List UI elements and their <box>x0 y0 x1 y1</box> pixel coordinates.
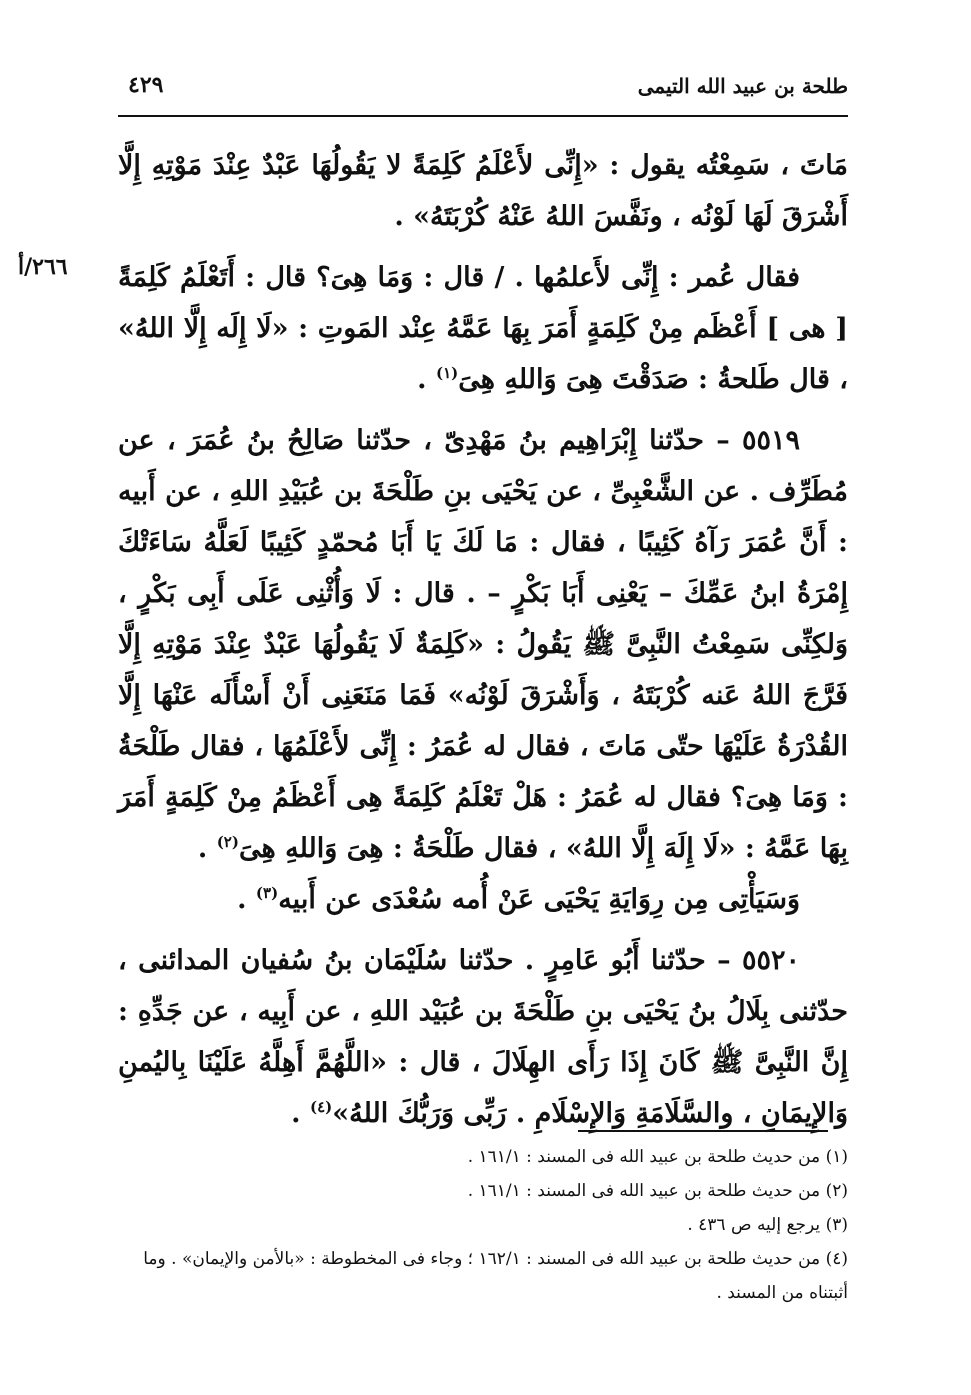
hadith-5520: ٥٥٢٠ – حدّثنا أَبُو عَامِرٍ . حدّثنا سُلَيْمَان بنُ سُفيان المدائنى ، حدّثنى بِلَالُ بنُ يَحْيَى بنِ طَلْحَةَ بن عُبَيْد اللهِ ، عن أَبِيه ، عن جَدِّهِ : إِنَّ النَّبِىَّ ﷺ كَانَ إِذَا رَأَى الهِلَالَ ، قال : «اللَّهُمَّ أَهِلَّهُ عَلَيْنَا بِاليُمنِ وَالإِيمَانِ ، والسَّلَامَةِ وَالإِسْلَامِ . رَبِّى وَرَبُّكَ اللهُ»$^{(٤)}$ . <box>118 945 848 1129</box>
main-text <box>118 140 848 1139</box>
footnote-ref-4: (٤) <box>309 1098 333 1116</box>
paragraph-text: وَسَيَأْتِى مِن رِوَايَةِ يَحْيَى عَنْ أُمه سُعْدَى عن أَبيه <box>278 884 800 915</box>
footnote-mark: (٣) <box>825 1215 848 1235</box>
paragraph-text: – حدّثنا أَبُو عَامِرٍ . حدّثنا سُلَيْمَان بنُ سُفيان المدائنى ، حدّثنى بِلَالُ بنُ يَحْيَى بنِ طَلْحَةَ بن عُبَيْد اللهِ ، عن أَبِيه ، عن جَدِّهِ : إِنَّ النَّبِىَّ ﷺ كَانَ إِذَا رَأَى الهِلَالَ ، قال : «اللَّهُمَّ أَهِلَّهُ عَلَيْنَا بِاليُمنِ وَالإِيمَانِ ، والسَّلَامَةِ وَالإِسْلَامِ . رَبِّى وَرَبُّكَ اللهُ» <box>118 945 848 1129</box>
footnote-ref-1: (١) <box>435 364 459 382</box>
manuscript-folio-marker: ٢٦٦/أ <box>18 254 68 280</box>
hadith-number: ٥٥٢٠ <box>741 945 800 976</box>
footnote-text: من حديث طلحة بن عبيد الله فى المسند : ١٦١/١ . <box>467 1181 821 1201</box>
page-number: ٤٢٩ <box>128 72 164 98</box>
footnote-mark: (٢) <box>825 1181 848 1201</box>
footnote-mark: (١) <box>825 1147 848 1167</box>
footnote-text: من حديث طلحة بن عبيد الله فى المسند : ١٦١/١ . <box>467 1147 821 1167</box>
footnote-divider <box>578 1130 828 1132</box>
paragraph-text: – حدّثنا إِبْرَاهِيم بنُ مَهْدِىّ ، حدّثنا صَالِحُ بنُ عُمَرَ ، عن مُطَرِّف . عن الشَّعْبِىِّ ، عن يَحْيَى بنِ طَلْحَةَ بن عُبَيْدِ اللهِ ، عن أَبيه : أَنَّ عُمَرَ رَآهُ كَئِيبًا ، فقال : مَا لَكَ يَا أَبَا مُحمّدٍ كَئِيبًا لَعَلَّهُ سَاءَتْكَ إِمْرَةُ ابنُ عَمِّكَ – يَعْنِى أَبَا بَكْرٍ – . قال : لَا وَأُثْنِى عَلَى أَبِى بَكْرٍ ، وَلكِنِّى سَمِعْتُ النَّبِىَّ ﷺ يَقُولُ : «كَلِمَةٌ لَا يَقُولُهَا عَبْدٌ عِنْدَ مَوْتِهِ إِلَّا فَرَّجَ اللهُ عَنه كُرْبَتَهُ ، وَأَشْرَقَ لَوْنُه» فَمَا مَنَعَنِى أَنْ أَسْأَلَه عَنْهَا إِلَّا القُدْرَةُ عَلَيْهَا حتّى مَاتَ ، فقال له عُمَرُ : إِنِّى لأَعْلَمُهَا ، فقال طَلْحَةُ : وَمَا هِىَ؟ فقال له عُمَرُ : هَلْ تَعْلَمُ كَلِمَةً هِى أَعْظَمُ مِنْ كَلِمَةٍ أَمَرَ بِهَا عَمَّهُ : «لَا إِلَهَ إِلَّا اللهُ» ، فقال طَلْحَةُ : هِىَ وَاللهِ هِىَ <box>118 425 848 864</box>
paragraph-2: فقال عُمر : إِنِّى لأَعلمُها . / قال : وَمَا هِىَ؟ قال : أَتَعْلَمُ كَلِمَةً [ هى ] أَعْظَم مِنْ كَلِمَةٍ أَمَرَ بِهَا عَمَّهُ عِنْد المَوتِ : «لَا إِلَه إِلَّا اللهُ» ، قال طَلحةُ : صَدَقْتَ هِىَ وَاللهِ هِىَ$^{(١)}$ . <box>118 262 848 395</box>
paragraph-cross-reference: وَسَيَأْتِى مِن رِوَايَةِ يَحْيَى عَنْ أُمه سُعْدَى عن أَبيه$^{(٣)}$ . <box>237 884 800 915</box>
paragraph-text: مَاتَ ، سَمِعْتُه يقول : «إِنِّى لأَعْلَمُ كَلِمَةً لا يَقُولُهَا عَبْدٌ عِنْدَ مَوْتِهِ إِلَّا أَشْرَقَ لَهَا لَوْنُه ، ونَفَّسَ اللهُ عَنْهُ كُرْبَتَهُ» . <box>118 150 848 232</box>
header-title: طلحة بن عبيد الله التيمى <box>637 74 848 98</box>
hadith-5519: ٥٥١٩ – حدّثنا إِبْرَاهِيم بنُ مَهْدِىّ ، حدّثنا صَالِحُ بنُ عُمَرَ ، عن مُطَرِّف . عن الشَّعْبِىِّ ، عن يَحْيَى بنِ طَلْحَةَ بن عُبَيْدِ اللهِ ، عن أَبيه : أَنَّ عُمَرَ رَآهُ كَئِيبًا ، فقال : مَا لَكَ يَا أَبَا مُحمّدٍ كَئِيبًا لَعَلَّهُ سَاءَتْكَ إِمْرَةُ ابنُ عَمِّكَ – يَعْنِى أَبَا بَكْرٍ – . قال : لَا وَأُثْنِى عَلَى أَبِى بَكْرٍ ، وَلكِنِّى سَمِعْتُ النَّبِىَّ ﷺ يَقُولُ : «كَلِمَةٌ لَا يَقُولُهَا عَبْدٌ عِنْدَ مَوْتِهِ إِلَّا فَرَّجَ اللهُ عَنه كُرْبَتَهُ ، وَأَشْرَقَ لَوْنُه» فَمَا مَنَعَنِى أَنْ أَسْأَلَه عَنْهَا إِلَّا القُدْرَةُ عَلَيْهَا حتّى مَاتَ ، فقال له عُمَرُ : إِنِّى لأَعْلَمُهَا ، فقال طَلْحَةُ : وَمَا هِىَ؟ فقال له عُمَرُ : هَلْ تَعْلَمُ كَلِمَةً هِى أَعْظَمُ مِنْ كَلِمَةٍ أَمَرَ بِهَا عَمَّهُ : «لَا إِلَهَ إِلَّا اللهُ» ، فقال طَلْحَةُ : هِىَ وَاللهِ هِىَ$^{(٢)}$ . <box>118 425 848 864</box>
footnote-1 <box>118 1140 848 1174</box>
footnote-text: يرجع إليه ص ٤٣٦ . <box>687 1215 821 1235</box>
running-header <box>118 68 848 108</box>
footnote-ref-3: (٣) <box>255 884 279 902</box>
footnote-2 <box>118 1174 848 1208</box>
footnotes <box>118 1140 848 1310</box>
footnote-4 <box>118 1242 848 1310</box>
paragraph-1 <box>118 140 848 242</box>
hadith-number: ٥٥١٩ <box>741 425 800 456</box>
header-divider <box>118 115 848 117</box>
footnote-text: من حديث طلحة بن عبيد الله فى المسند : ١٦٢/١ ؛ وجاء فى المخطوطة : «بالأمن والإيمان» . وما أثبتناه من المسند . <box>143 1249 848 1303</box>
footnote-mark: (٤) <box>825 1249 848 1269</box>
footnote-ref-2: (٢) <box>216 833 239 851</box>
paragraph-text: فقال عُمر : إِنِّى لأَعلمُها . / قال : وَمَا هِىَ؟ قال : أَتَعْلَمُ كَلِمَةً [ هى ] أَعْظَم مِنْ كَلِمَةٍ أَمَرَ بِهَا عَمَّهُ عِنْد المَوتِ : «لَا إِلَه إِلَّا اللهُ» ، قال طَلحةُ : صَدَقْتَ هِىَ وَاللهِ هِىَ <box>118 262 848 395</box>
footnote-3 <box>118 1208 848 1242</box>
